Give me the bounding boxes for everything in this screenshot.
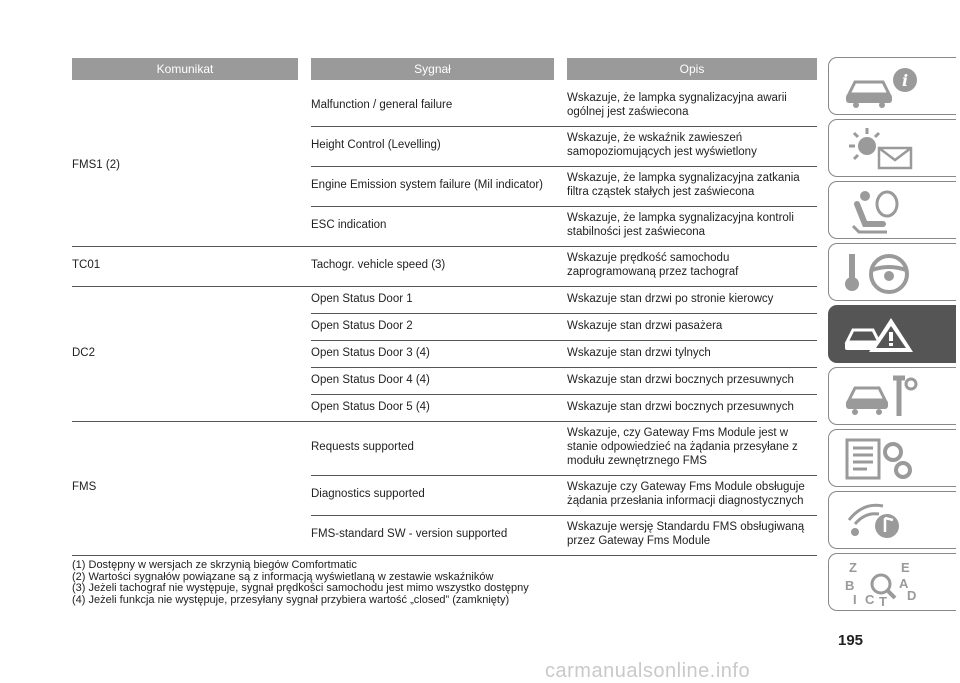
row-divider: [311, 313, 817, 314]
row-divider: [311, 394, 817, 395]
description-cell: Wskazuje, czy Gateway Fms Module jest w: [567, 427, 789, 439]
data-table: [72, 58, 817, 547]
signal-cell: Open Status Door 2: [311, 319, 413, 332]
tab-safety[interactable]: [828, 181, 956, 239]
group-divider: [72, 246, 817, 247]
description-cell: Wskazuje, że lampka sygnalizacyjna awarii: [567, 92, 787, 104]
header-sygnal: Sygnał: [311, 58, 554, 80]
signal-cell: Engine Emission system failure (Mil indicator): [311, 179, 543, 191]
tab-car-info[interactable]: [828, 57, 956, 115]
message-cell: FMS1 (2): [72, 159, 120, 171]
multimedia-icon: [843, 498, 923, 544]
message-cell: TC01: [72, 259, 101, 271]
signal-cell: Open Status Door 1: [311, 292, 413, 305]
signal-cell: Malfunction / general failure: [311, 99, 453, 111]
index-letter: A: [899, 576, 909, 591]
description-cell: Wskazuje stan drzwi tylnych: [567, 346, 711, 359]
footnote: (4) Jeżeli funkcja nie występuje, przesyłany sygnał przybiera wartość „closed” (zamknięty): [72, 593, 510, 606]
index-letter: E: [901, 560, 910, 575]
description-cell: Wskazuje stan drzwi bocznych przesuwnych: [567, 373, 794, 386]
row-divider: [311, 367, 817, 368]
footnote: (3) Jeżeli tachograf nie występuje, sygnał prędkości samochodu jest mimo wszystko dostępny: [72, 582, 529, 594]
description-cell: modułu zewnętrznego FMS: [567, 455, 707, 467]
description-cell: żądania przesłania informacji diagnostycznych: [567, 495, 804, 507]
row-divider: [311, 340, 817, 341]
tab-index[interactable]: [828, 553, 956, 611]
description-cell: Wskazuje stan drzwi po stronie kierowcy: [567, 292, 774, 305]
group-divider: [72, 421, 817, 422]
signal-cell: Open Status Door 4 (4): [311, 373, 430, 386]
row-divider: [311, 515, 817, 516]
warning-lights-icon: [843, 126, 923, 172]
header-komunikat: Komunikat: [72, 58, 298, 80]
tab-multimedia[interactable]: [828, 491, 956, 549]
index-icon: [843, 560, 923, 606]
signal-cell: Tachogr. vehicle speed (3): [311, 259, 446, 271]
index-letter: T: [879, 594, 887, 606]
description-cell: ogólnej jest zaświecona: [567, 106, 689, 118]
description-cell: stabilności jest zaświecona: [567, 226, 706, 238]
tab-warning-lights[interactable]: [828, 119, 956, 177]
technical-data-icon: [843, 436, 923, 482]
message-cell: FMS: [72, 481, 97, 493]
description-cell: Wskazuje, że lampka sygnalizacyjna zatkania: [567, 172, 800, 184]
description-cell: Wskazuje stan drzwi bocznych przesuwnych: [567, 400, 794, 413]
signal-cell: ESC indication: [311, 219, 387, 231]
steering-wheel-icon: [843, 250, 923, 296]
description-cell: stanie odpowiedzieć na żądania przesyłane z: [567, 441, 798, 453]
tab-starting-driving[interactable]: [828, 243, 956, 301]
header-opis: Opis: [567, 58, 817, 80]
description-cell: Wskazuje, że lampka sygnalizacyjna kontroli: [567, 212, 794, 224]
footnote: (1) Dostępny w wersjach ze skrzynią biegów Comfortmatic: [72, 559, 357, 571]
car-service-icon: [843, 374, 923, 420]
signal-cell: FMS-standard SW - version supported: [311, 528, 508, 540]
index-letter: B: [845, 578, 855, 593]
row-divider: [311, 166, 817, 167]
signal-cell: Requests supported: [311, 441, 414, 453]
svg-text:i: i: [902, 71, 909, 90]
watermark: carmanualsonline.info: [545, 660, 751, 682]
description-cell: Wskazuje stan drzwi pasażera: [567, 319, 723, 332]
index-letter: D: [907, 588, 917, 603]
description-cell: Wskazuje wersję Standardu FMS obsługiwaną: [567, 521, 805, 533]
airbag-seat-icon: [843, 188, 923, 234]
description-cell: Wskazuje prędkość samochodu: [567, 252, 730, 264]
tab-servicing[interactable]: [828, 367, 956, 425]
row-divider: [311, 126, 817, 127]
description-cell: Wskazuje czy Gateway Fms Module obsługuje: [567, 481, 805, 493]
emergency-warning-icon: [843, 312, 923, 358]
description-cell: przez Gateway Fms Module: [567, 535, 711, 547]
signal-cell: Diagnostics supported: [311, 488, 425, 500]
description-cell: filtra cząstek stałych jest zaświecona: [567, 186, 755, 198]
group-divider: [72, 286, 817, 287]
tab-emergency[interactable]: [828, 305, 956, 363]
group-divider: [72, 555, 817, 556]
signal-cell: Height Control (Levelling): [311, 139, 441, 151]
index-letter: C: [865, 592, 875, 606]
signal-cell: Open Status Door 3 (4): [311, 346, 430, 359]
message-cell: DC2: [72, 346, 96, 359]
description-cell: zaprogramowaną przez tachograf: [567, 266, 739, 278]
tab-technical-data[interactable]: [828, 429, 956, 487]
table-header: [72, 58, 817, 80]
footnote: (2) Wartości sygnałów powiązane są z informacją wyświetlaną w zestawie wskaźników: [72, 570, 494, 583]
description-cell: Wskazuje, że wskaźnik zawieszeń: [567, 132, 743, 144]
page-number: 195: [838, 632, 864, 649]
signal-cell: Open Status Door 5 (4): [311, 400, 430, 413]
footnotes: [72, 560, 529, 606]
row-divider: [311, 206, 817, 207]
index-letter: I: [853, 592, 857, 606]
description-cell: samopoziomujących jest wyświetlony: [567, 146, 757, 158]
row-divider: [311, 475, 817, 476]
car-info-icon: [843, 64, 923, 110]
index-letter: Z: [849, 560, 857, 575]
